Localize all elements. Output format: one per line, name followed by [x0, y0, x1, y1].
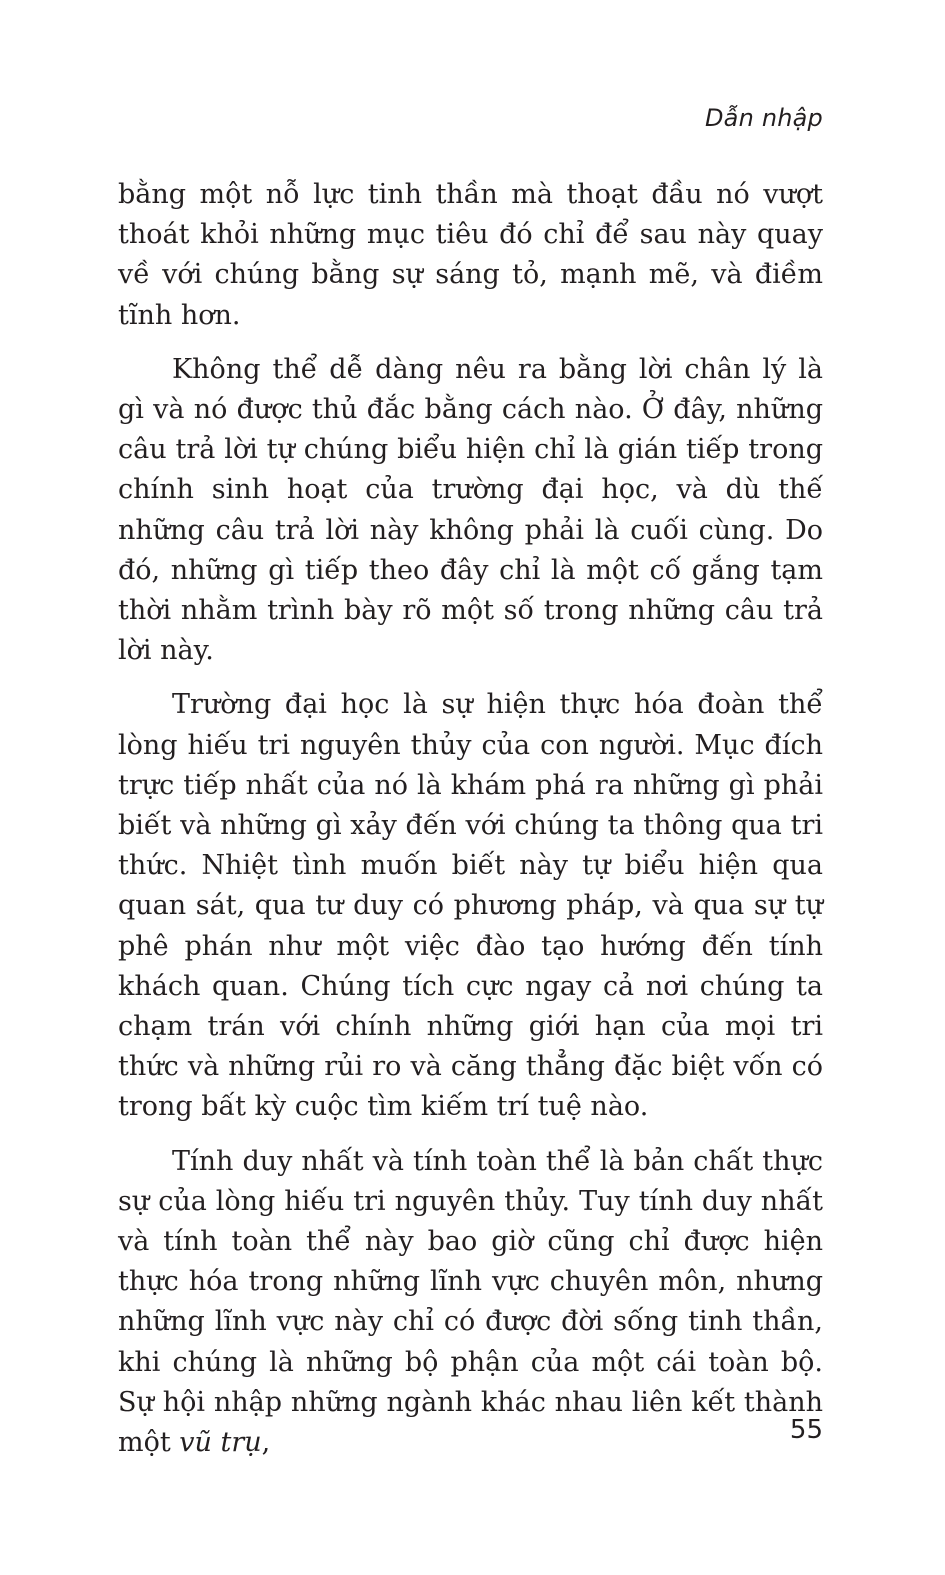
body-text: [118, 175, 823, 1463]
paragraph-4-punctuation: ,: [261, 1427, 271, 1459]
paragraph-4-italic-term: vũ trụ: [179, 1427, 262, 1459]
paragraph-1: bằng một nỗ lực tinh thần mà thoạt đầu nó vượt thoát khỏi những mục tiêu đó chỉ để sau này quay về với chúng bằng sự sáng tỏ, mạnh mẽ, và điềm tĩnh hơn.: [118, 179, 823, 331]
paragraph-3: Trường đại học là sự hiện thực hóa đoàn thể lòng hiếu tri nguyên thủy của con người. Mục đích trực tiếp nhất của nó là khám phá ra những gì phải biết và những gì xảy đến với chúng ta thông qua tri thức. Nhiệt tình muốn biết này tự biểu hiện qua quan sát, qua tư duy có phương pháp, và qua sự tự phê phán như một việc đào tạo hướng đến tính khách quan. Chúng tích cực ngay cả nơi chúng ta chạm trán với chính những giới hạn của mọi tri thức và những rủi ro và căng thẳng đặc biệt vốn có trong bất kỳ cuộc tìm kiếm trí tuệ nào.: [118, 689, 823, 1123]
running-header-title: Dẫn nhập: [705, 104, 823, 132]
paragraph-2: Không thể dễ dàng nêu ra bằng lời chân lý là gì và nó được thủ đắc bằng cách nào. Ở đây, những câu trả lời tự chúng biểu hiện chỉ là gián tiếp trong chính sinh hoạt của trường đại học, và dù thế những câu trả lời này không phải là cuối cùng. Do đó, những gì tiếp theo đây chỉ là một cố gắng tạm thời nhằm trình bày rõ một số trong những câu trả lời này.: [118, 353, 823, 667]
page-number: 55: [789, 1415, 823, 1445]
paragraph-4: [118, 1142, 823, 1464]
paragraph-4-main-text: Tính duy nhất và tính toàn thể là bản chất thực sự của lòng hiếu tri nguyên thủy. Tuy tính duy nhất và tính toàn thể này bao giờ cũng chỉ được hiện thực hóa trong những lĩnh vực chuyên môn, nhưng những lĩnh vực này chỉ có được đời sống tinh thần, khi chúng là những bộ phận của một cái toàn bộ. Sự hội nhập những ngành khác nhau liên kết thành một: [118, 1145, 823, 1459]
